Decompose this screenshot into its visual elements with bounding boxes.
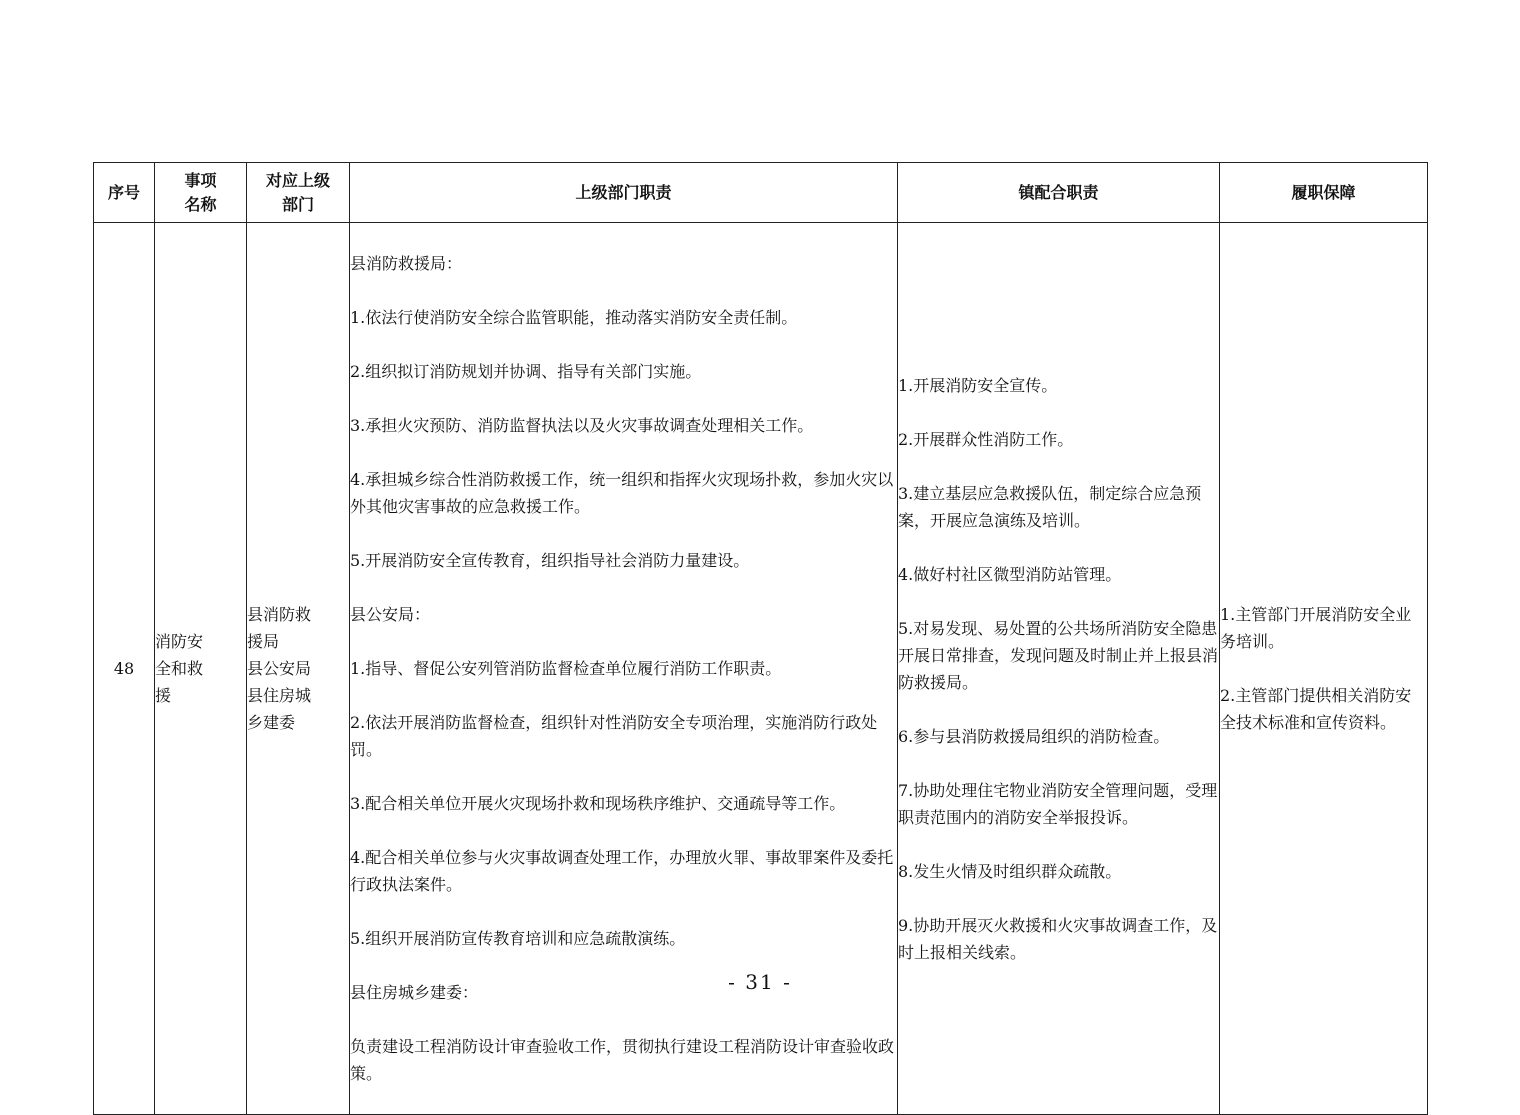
- duty-line: 3.配合相关单位开展火灾现场扑救和现场秩序维护、交通疏导等工作。: [350, 794, 846, 813]
- duty-line: 5.组织开展消防宣传教育培训和应急疏散演练。: [350, 929, 686, 948]
- duty-line: 1.指导、督促公安列管消防监督检查单位履行消防工作职责。: [350, 659, 782, 678]
- cell-item-name: 消防安 全和救 援: [155, 223, 247, 1115]
- town-duty-line: 1.开展消防安全宣传。: [898, 375, 1058, 395]
- guarantee-line: 2.主管部门提供相关消防安全技术标准和宣传资料。: [1220, 686, 1412, 732]
- duty-line: 2.组织拟订消防规划并协调、指导有关部门实施。: [350, 362, 702, 381]
- duty-line: 1.依法行使消防安全综合监管职能，推动落实消防安全责任制。: [350, 308, 798, 327]
- town-duty-line: 9.协助开展灭火救援和火灾事故调查工作，及时上报相关线索。: [898, 915, 1218, 962]
- duty-line: 5.开展消防安全宣传教育，组织指导社会消防力量建设。: [350, 551, 750, 570]
- town-duty-line: 6.参与县消防救援局组织的消防检查。: [898, 726, 1170, 746]
- duty-line: 县公安局：: [350, 605, 431, 624]
- page-number: - 31 -: [728, 970, 792, 994]
- duty-line: 县消防救援局：: [350, 254, 463, 273]
- town-duty-line: 7.协助处理住宅物业消防安全管理问题，受理职责范围内的消防安全举报投诉。: [898, 780, 1218, 827]
- header-row: [94, 163, 1428, 223]
- town-duty-line: 4.做好村社区微型消防站管理。: [898, 564, 1122, 584]
- town-duty-line: 8.发生火情及时组织群众疏散。: [898, 861, 1122, 881]
- cell-seq: 48: [94, 223, 155, 1115]
- header-superior-duty: 上级部门职责: [350, 163, 898, 223]
- header-item-name: 事项 名称: [155, 163, 247, 223]
- town-duty-line: 2.开展群众性消防工作。: [898, 429, 1074, 449]
- header-guarantee: 履职保障: [1220, 163, 1428, 223]
- guarantee-line: 1.主管部门开展消防安全业务培训。: [1220, 605, 1412, 651]
- duty-line: 2.依法开展消防监督检查，组织针对性消防安全专项治理，实施消防行政处罚。: [350, 713, 878, 759]
- duty-line: 3.承担火灾预防、消防监督执法以及火灾事故调查处理相关工作。: [350, 416, 814, 435]
- duty-line: 县住房城乡建委：: [350, 983, 479, 1002]
- header-seq: 序号: [94, 163, 155, 223]
- town-duty-line: 3.建立基层应急救援队伍，制定综合应急预案，开展应急演练及培训。: [898, 483, 1202, 530]
- cell-superior-dept: 县消防救 援局 县公安局 县住房城 乡建委: [247, 223, 350, 1115]
- header-town-duty: 镇配合职责: [898, 163, 1220, 223]
- duty-line: 负责建设工程消防设计审查验收工作，贯彻执行建设工程消防设计审查验收政策。: [350, 1037, 895, 1083]
- town-duty-line: 5.对易发现、易处置的公共场所消防安全隐患开展日常排查，发现问题及时制止并上报县消防救援局。: [898, 618, 1219, 692]
- duty-line: 4.配合相关单位参与火灾事故调查处理工作，办理放火罪、事故罪案件及委托行政执法案件。: [350, 848, 894, 894]
- duty-line: 4.承担城乡综合性消防救援工作，统一组织和指挥火灾现场扑救，参加火灾以外其他灾害事故的应急救援工作。: [350, 470, 894, 516]
- header-superior-dept: 对应上级 部门: [247, 163, 350, 223]
